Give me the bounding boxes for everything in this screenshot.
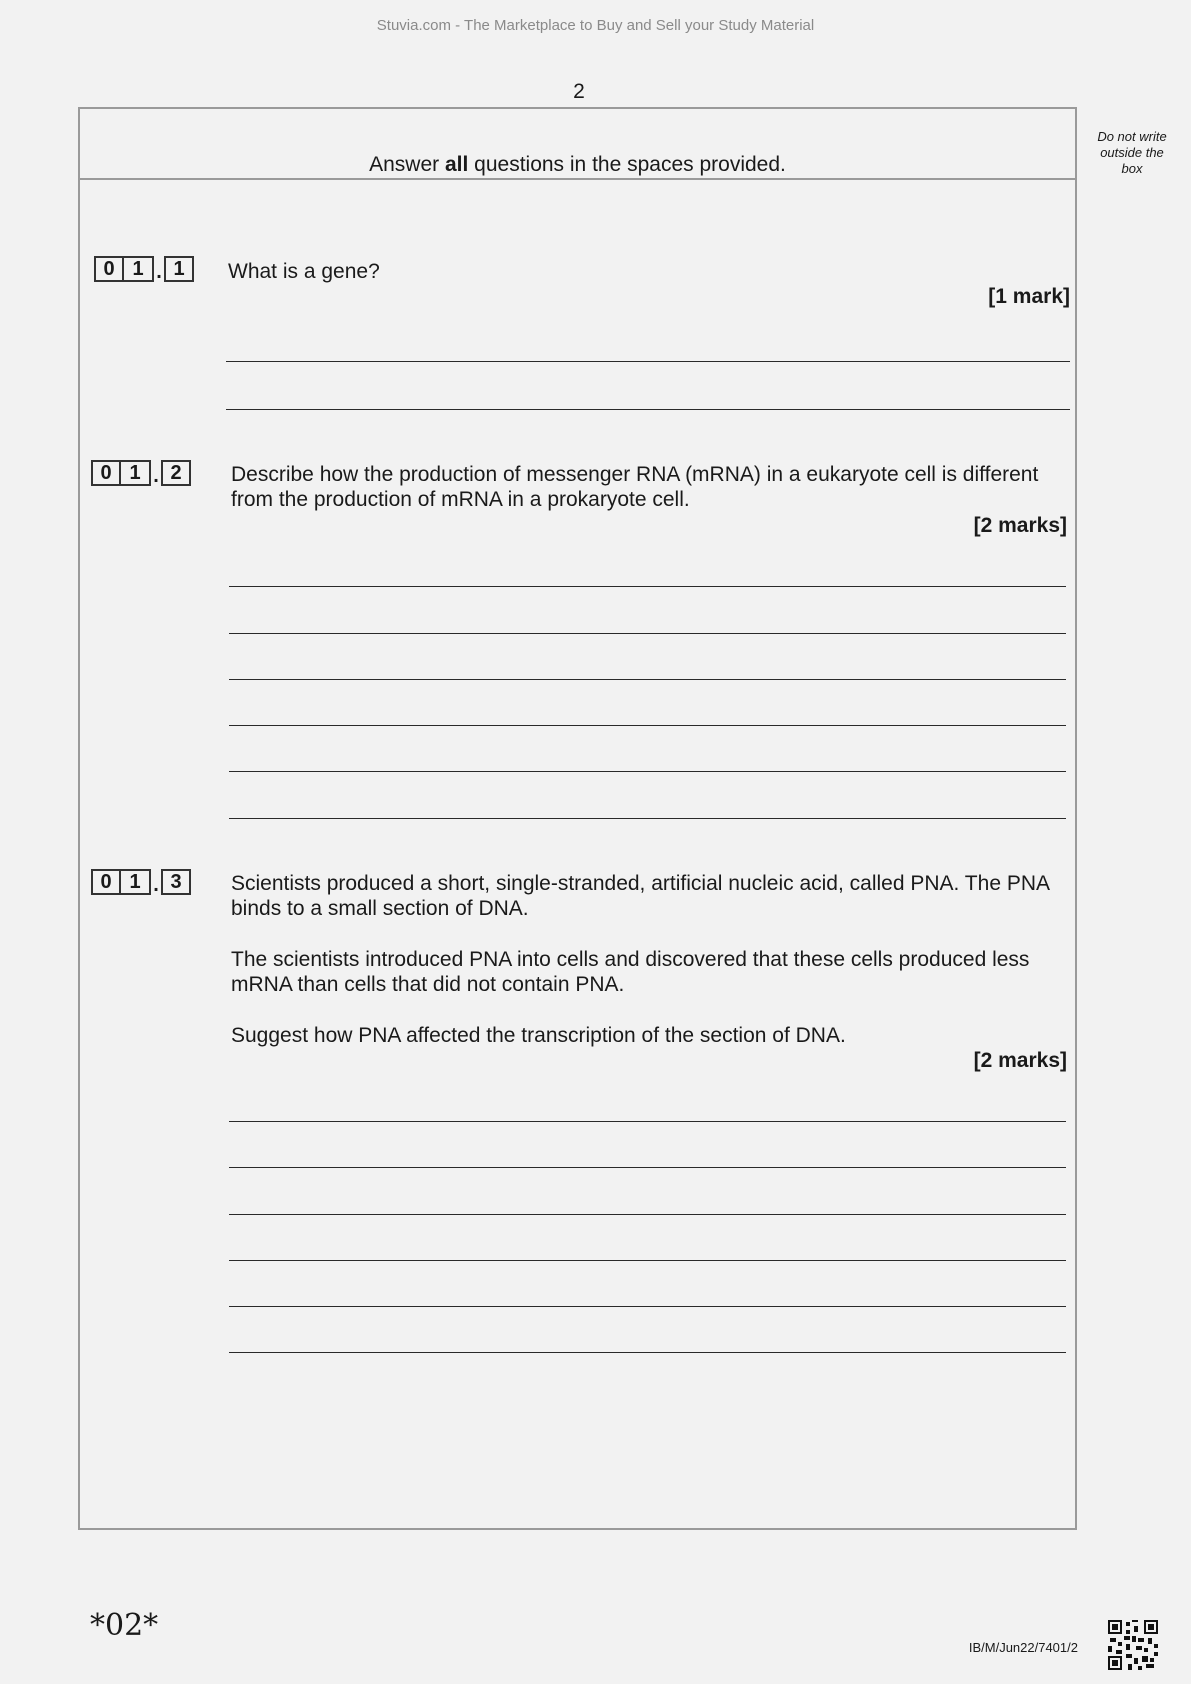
instruction: Answer all questions in the spaces provided. (369, 153, 786, 176)
page-number: 2 (573, 80, 585, 103)
header-divider (78, 178, 1077, 180)
answer-line[interactable] (229, 1260, 1066, 1261)
answer-line[interactable] (229, 1306, 1066, 1307)
answer-line[interactable] (229, 679, 1066, 680)
answer-line[interactable] (229, 1167, 1066, 1168)
answer-line[interactable] (229, 725, 1066, 726)
qr-code-icon (1108, 1620, 1158, 1670)
answer-line[interactable] (229, 586, 1066, 587)
answer-line[interactable] (229, 818, 1066, 819)
margin-note: Do not write outside the box (1097, 129, 1167, 176)
answer-line[interactable] (229, 1352, 1066, 1353)
answer-line[interactable] (229, 1121, 1066, 1122)
answer-line[interactable] (229, 633, 1066, 634)
answer-line[interactable] (229, 1214, 1066, 1215)
answer-line[interactable] (226, 409, 1070, 410)
question-text: What is a gene? (228, 260, 380, 283)
page-code: *02* (90, 1608, 159, 1643)
question-number-01-1: 0 1 . 1 (94, 256, 194, 282)
marks-label: [2 marks] (973, 514, 1067, 537)
marks-label: [2 marks] (973, 1049, 1067, 1072)
watermark: Stuvia.com - The Marketplace to Buy and Sell your Study Material (376, 17, 815, 34)
answer-line[interactable] (229, 771, 1066, 772)
question-text: Scientists produced a short, single-stranded, artificial nucleic acid, called PNA. The PNA binds to a small section of DNA. (231, 872, 1049, 920)
question-number-01-3: 0 1 . 3 (91, 869, 191, 895)
paper-reference: IB/M/Jun22/7401/2 (968, 1640, 1078, 1655)
marks-label: [1 mark] (988, 285, 1070, 308)
question-text: Suggest how PNA affected the transcription of the section of DNA. (231, 1024, 846, 1047)
instruction-emphasis: all (444, 153, 469, 176)
answer-line[interactable] (226, 361, 1070, 362)
question-text: Describe how the production of messenger RNA (mRNA) in a eukaryote cell is different from the production of mRNA in a prokaryote cell. (231, 463, 1039, 511)
question-number-01-2: 0 1 . 2 (91, 460, 191, 486)
question-text: The scientists introduced PNA into cells and discovered that these cells produced less mRNA than cells that did not contain PNA. (231, 948, 1030, 996)
